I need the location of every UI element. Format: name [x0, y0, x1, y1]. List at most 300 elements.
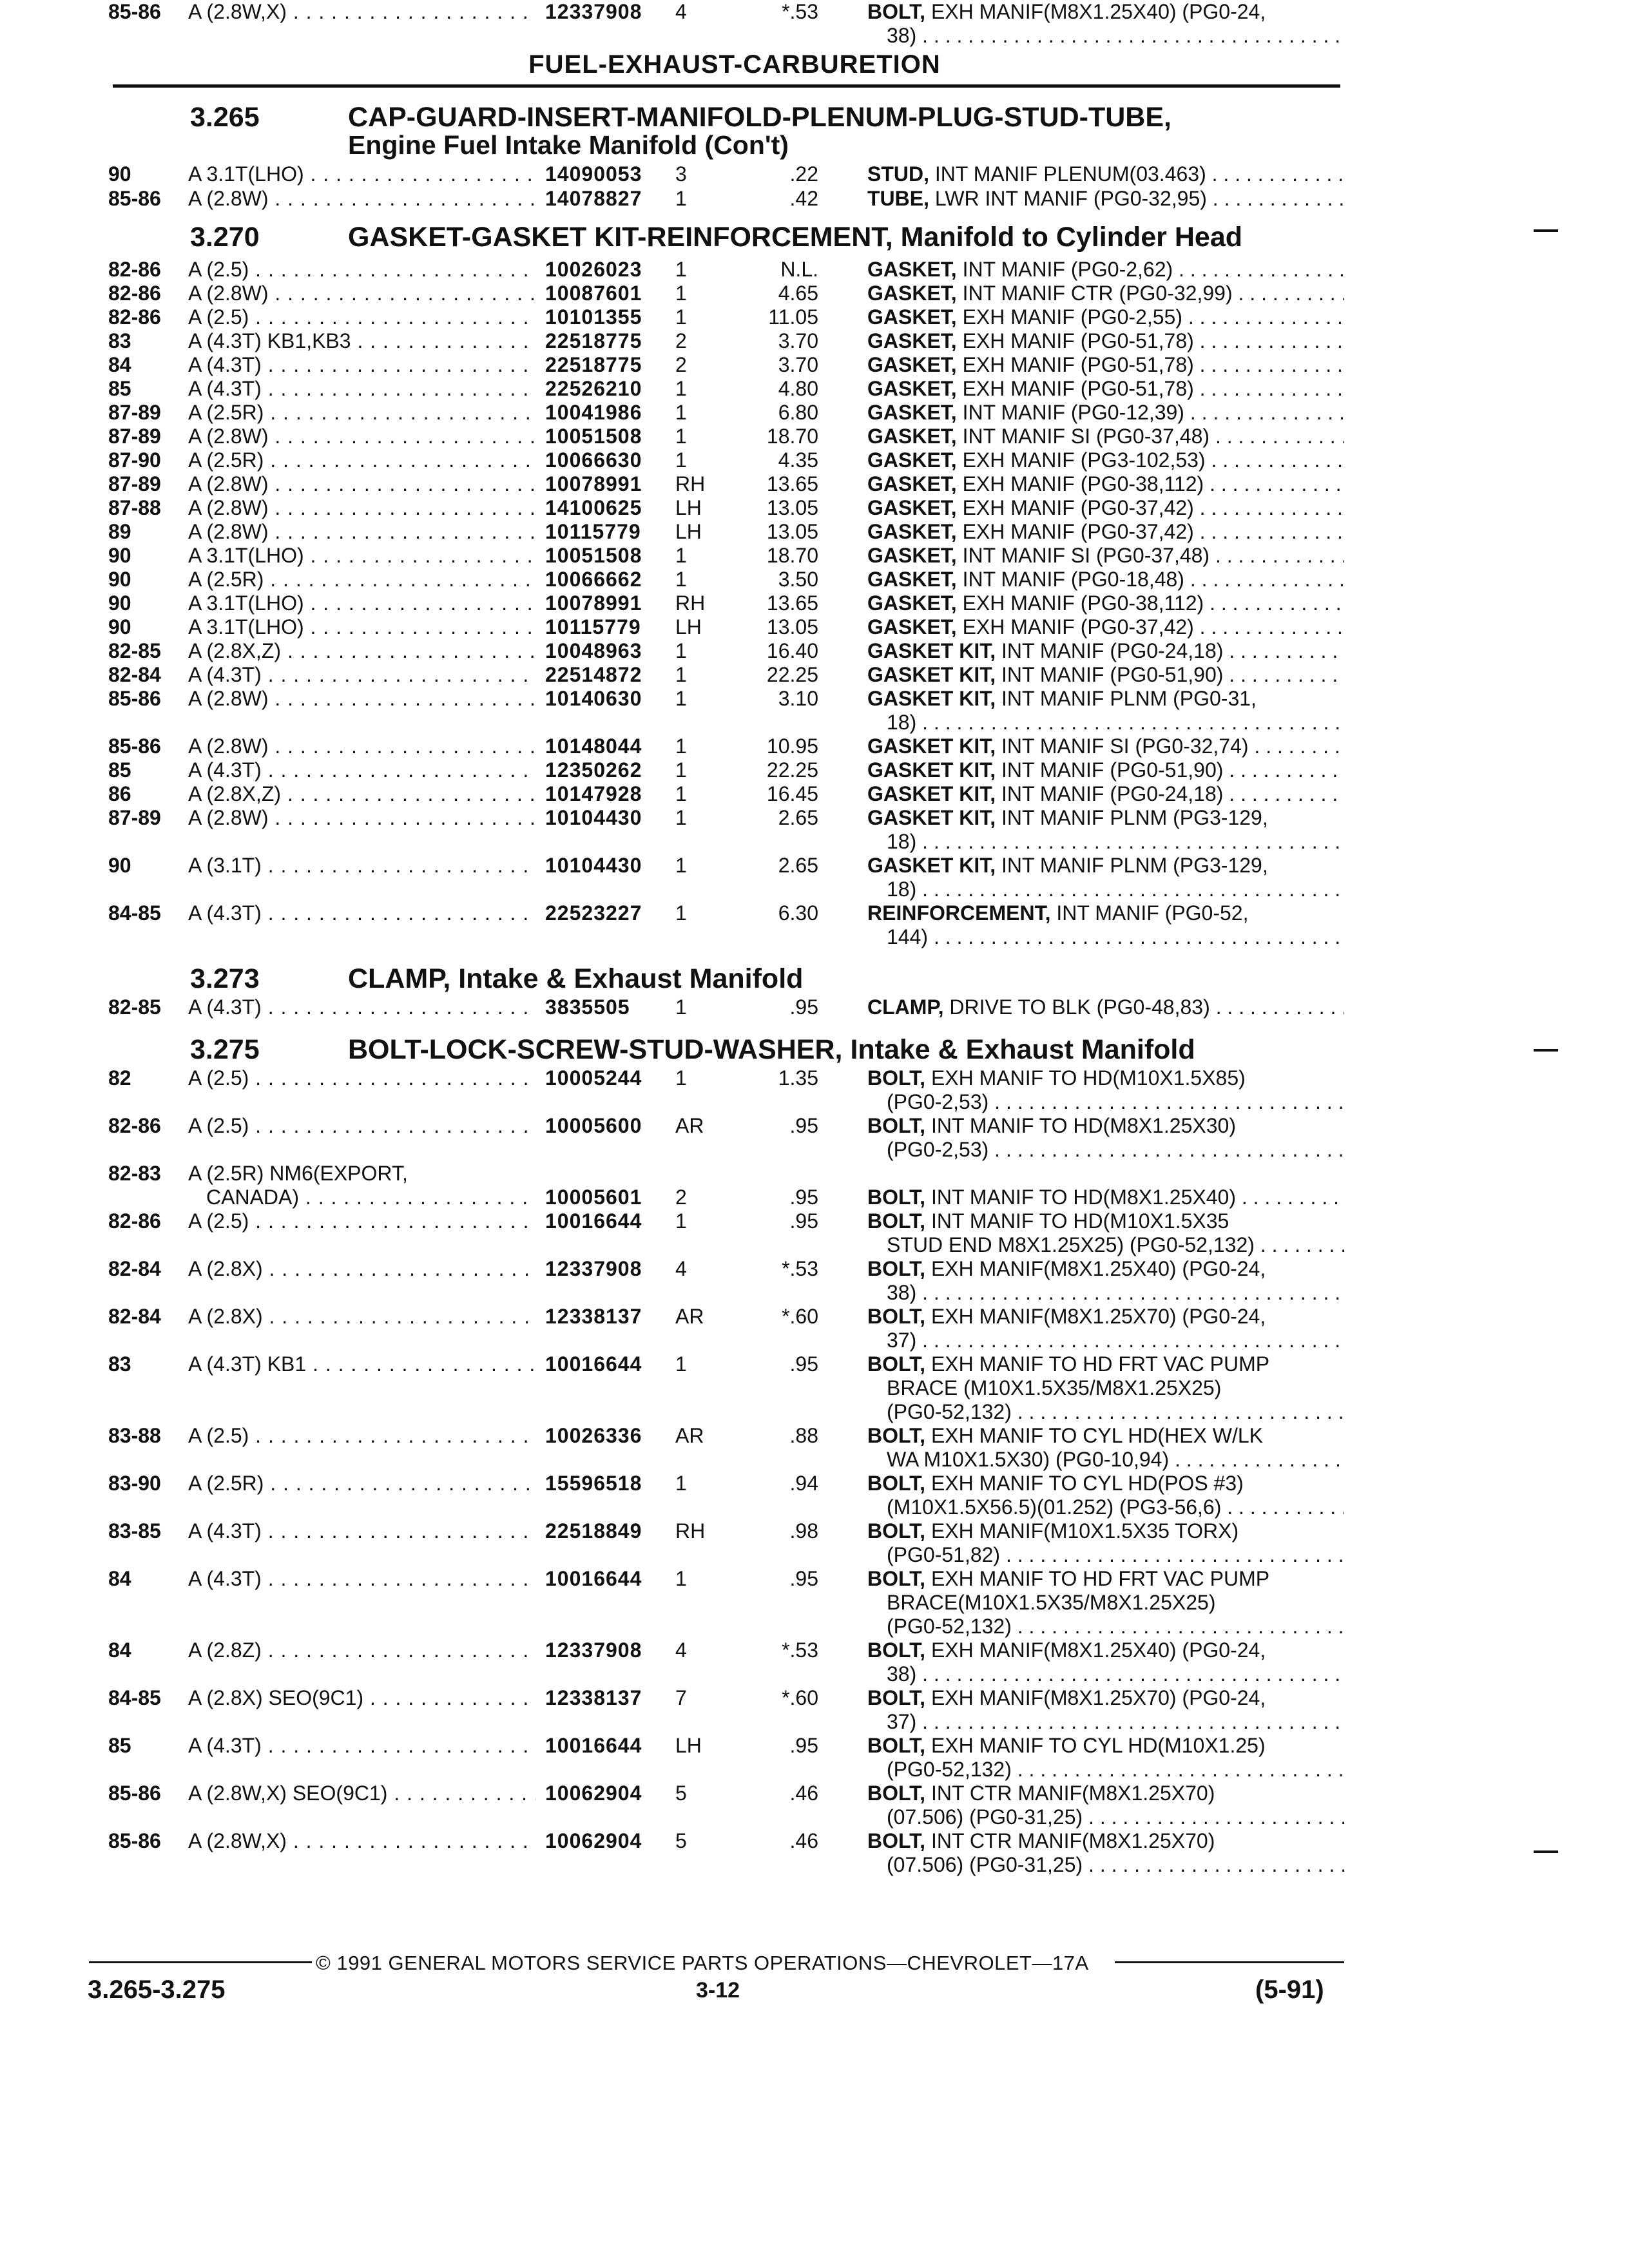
- description-keyword: GASKET,: [867, 282, 957, 305]
- model-years: 90: [108, 568, 131, 591]
- description-keyword: GASKET,: [867, 258, 957, 281]
- quantity: 1: [675, 544, 687, 567]
- application-text: A (2.8X) . . .: [188, 1257, 536, 1280]
- application-text: A 3.1T(LHO) . . .: [188, 162, 536, 186]
- quantity: 4: [675, 1639, 687, 1662]
- description: [867, 1567, 1344, 1639]
- part-number: 10078991: [545, 472, 642, 495]
- description-text: INT CTR MANIF(M8X1.25X70): [925, 1829, 1215, 1852]
- description-text: INT MANIF TO HD(M8X1.25X30): [925, 1114, 1236, 1137]
- footer-date-code: (5-91): [1255, 1975, 1324, 2004]
- description-text: EXH MANIF(M10X1.5X35 TORX): [925, 1519, 1239, 1542]
- model-years: 85: [108, 758, 131, 782]
- description-text: EXH MANIF (PG0-38,112): [956, 591, 1204, 615]
- quantity: 1: [675, 401, 687, 424]
- application: [188, 663, 536, 687]
- quantity: 1: [675, 1567, 687, 1590]
- section-title: BOLT-LOCK-SCREW-STUD-WASHER, Intake & Exhaust Manifold: [348, 1034, 1195, 1065]
- price: *.60: [782, 1686, 818, 1709]
- price: 13.05: [766, 496, 818, 519]
- part-number: 10016644: [545, 1352, 642, 1376]
- description-text: EXH MANIF(M8X1.25X70) (PG0-24,: [925, 1686, 1266, 1709]
- price: 3.50: [778, 568, 818, 591]
- model-years: 84-85: [108, 901, 161, 925]
- footer-rule-right: [1115, 1961, 1344, 1963]
- application: [188, 520, 536, 544]
- description-keyword: GASKET KIT,: [867, 639, 996, 662]
- description-cont: (PG0-51,82) . . .: [867, 1543, 1344, 1567]
- section-number: 3.273: [190, 963, 260, 994]
- section-title: CLAMP, Intake & Exhaust Manifold: [348, 963, 804, 994]
- quantity: LH: [675, 1734, 702, 1757]
- application-text: A (4.3T) . . .: [188, 1519, 536, 1542]
- price: .95: [789, 995, 818, 1019]
- application: [188, 472, 536, 496]
- quantity: 1: [675, 995, 687, 1019]
- part-number: 10016644: [545, 1567, 642, 1590]
- model-years: 83-85: [108, 1519, 161, 1542]
- section-title: GASKET-GASKET KIT-REINFORCEMENT, Manifold to Cylinder Head: [348, 222, 1243, 253]
- description: [867, 735, 1344, 758]
- section-number: 3.265: [190, 102, 260, 133]
- quantity: 1: [675, 1472, 687, 1495]
- application-text: A (2.8W) . . .: [188, 806, 536, 829]
- application: [188, 639, 536, 663]
- description-text: EXH MANIF TO HD(M10X1.5X85): [925, 1066, 1246, 1090]
- description-keyword: GASKET KIT,: [867, 687, 996, 710]
- price: .95: [789, 1567, 818, 1590]
- price: 22.25: [766, 663, 818, 686]
- description-keyword: BOLT,: [867, 1519, 926, 1542]
- description-keyword: GASKET,: [867, 329, 957, 352]
- description: [867, 329, 1344, 353]
- application-text: A (2.8W,X) . . .: [188, 0, 536, 23]
- description: [867, 1352, 1344, 1424]
- application-text: A (2.5) . . .: [188, 1209, 536, 1233]
- description-text: INT MANIF (PG0-2,62): [956, 258, 1173, 281]
- application-text: A (4.3T) . . .: [188, 377, 536, 400]
- description-text: INT MANIF (PG0-51,90): [996, 663, 1224, 686]
- description-keyword: BOLT,: [867, 1066, 926, 1090]
- price: *.60: [782, 1305, 818, 1328]
- description-cont: (M10X1.5X56.5)(01.252) (PG3-56,6) . . .: [867, 1495, 1344, 1519]
- description-text: INT MANIF SI (PG0-37,48): [956, 425, 1210, 448]
- footer-copyright: © 1991 GENERAL MOTORS SERVICE PARTS OPERATIONS—CHEVROLET—17A: [316, 1952, 1089, 1974]
- part-number: 22518849: [545, 1519, 642, 1542]
- model-years: 83-90: [108, 1472, 161, 1495]
- model-years: 90: [108, 544, 131, 567]
- description-keyword: GASKET KIT,: [867, 758, 996, 782]
- margin-dash: [1534, 229, 1558, 232]
- description: [867, 782, 1344, 806]
- footer-section-range: 3.265-3.275: [88, 1975, 226, 2004]
- price: 16.40: [766, 639, 818, 662]
- description: [867, 162, 1344, 186]
- quantity: 2: [675, 329, 687, 352]
- description-cont: 37) . . .: [867, 1710, 1344, 1734]
- price: 6.80: [778, 401, 818, 424]
- part-number: 10066630: [545, 448, 642, 472]
- application-text: A 3.1T(LHO) . . .: [188, 591, 536, 615]
- application: [188, 1734, 536, 1758]
- price: 2.65: [778, 854, 818, 877]
- part-number: 10026336: [545, 1424, 642, 1447]
- part-number: 12338137: [545, 1686, 642, 1709]
- quantity: 1: [675, 1209, 687, 1233]
- price: 3.70: [778, 329, 818, 352]
- section-number: 3.275: [190, 1034, 260, 1065]
- description: [867, 425, 1344, 448]
- description: [867, 568, 1344, 591]
- application-text: A (2.5R) . . .: [188, 448, 536, 472]
- description: [867, 1424, 1344, 1472]
- part-number: 22518775: [545, 353, 642, 376]
- application-text-cont: CANADA) . . .: [206, 1186, 536, 1209]
- application-text: A (4.3T) . . .: [188, 1567, 536, 1590]
- part-number: 3835505: [545, 995, 630, 1019]
- description: [867, 1209, 1344, 1257]
- application-text: A (2.8X) . . .: [188, 1305, 536, 1328]
- application: [188, 1519, 536, 1543]
- application: [188, 1305, 536, 1329]
- quantity: 1: [675, 1352, 687, 1376]
- model-years: 82-86: [108, 1209, 161, 1233]
- description: [867, 353, 1344, 377]
- description-keyword: GASKET,: [867, 568, 957, 591]
- description-keyword: BOLT,: [867, 1639, 926, 1662]
- header-rule: [113, 84, 1340, 88]
- description-keyword: GASKET,: [867, 305, 957, 329]
- application: [188, 901, 536, 925]
- price: .42: [789, 187, 818, 210]
- description: [867, 496, 1344, 520]
- price: 13.05: [766, 615, 818, 639]
- description-text: EXH MANIF (PG0-51,78): [956, 329, 1194, 352]
- application: [188, 448, 536, 472]
- part-number: 22518775: [545, 329, 642, 352]
- part-number: 10066662: [545, 568, 642, 591]
- quantity: 1: [675, 639, 687, 662]
- description-text: INT MANIF (PG0-12,39): [956, 401, 1184, 424]
- description-keyword: GASKET,: [867, 544, 957, 567]
- model-years: 90: [108, 591, 131, 615]
- part-number: 10087601: [545, 282, 642, 305]
- description-text: EXH MANIF (PG0-2,55): [956, 305, 1182, 329]
- part-number: 10041986: [545, 401, 642, 424]
- description: [867, 806, 1344, 854]
- application: [188, 995, 536, 1019]
- application: [188, 687, 536, 711]
- price: 1.35: [778, 1066, 818, 1090]
- part-number: 12338137: [545, 1305, 642, 1328]
- application-text: A (2.8W) . . .: [188, 425, 536, 448]
- application: [188, 615, 536, 639]
- model-years: 85-86: [108, 187, 161, 210]
- model-years: 83-88: [108, 1424, 161, 1447]
- part-number: 14100625: [545, 496, 642, 519]
- description-keyword: BOLT,: [867, 1305, 926, 1328]
- description-text: INT MANIF (PG0-51,90): [996, 758, 1224, 782]
- quantity: 1: [675, 377, 687, 400]
- application: [188, 1686, 536, 1710]
- description: [867, 854, 1344, 901]
- model-years: 86: [108, 782, 131, 805]
- application: [188, 187, 536, 211]
- description-keyword: BOLT,: [867, 1257, 926, 1280]
- application-text: A (4.3T) . . .: [188, 663, 536, 686]
- description: [867, 1639, 1344, 1686]
- model-years: 82-86: [108, 305, 161, 329]
- application-text: A (2.8X,Z) . . .: [188, 639, 536, 662]
- part-number: 22526210: [545, 377, 642, 400]
- price: 3.70: [778, 353, 818, 376]
- application: [188, 758, 536, 782]
- model-years: 85-86: [108, 0, 161, 23]
- application-text: A (2.8W) . . .: [188, 496, 536, 519]
- description-text: INT MANIF (PG0-18,48): [956, 568, 1184, 591]
- price: .95: [789, 1352, 818, 1376]
- application: [188, 1114, 536, 1138]
- description-cont: (PG0-2,53) . . .: [867, 1138, 1344, 1162]
- price: .98: [789, 1519, 818, 1542]
- description-text: EXH MANIF(M8X1.25X70) (PG0-24,: [925, 1305, 1266, 1328]
- description: [867, 377, 1344, 401]
- quantity: 4: [675, 1257, 687, 1280]
- section-title: CAP-GUARD-INSERT-MANIFOLD-PLENUM-PLUG-STUD-TUBE,: [348, 102, 1171, 133]
- price: 4.65: [778, 282, 818, 305]
- description: [867, 472, 1344, 496]
- description-keyword: BOLT,: [867, 1352, 926, 1376]
- application: [188, 401, 536, 425]
- quantity: 1: [675, 1066, 687, 1090]
- model-years: 89: [108, 520, 131, 543]
- part-number: 15596518: [545, 1472, 642, 1495]
- price: *.53: [782, 1257, 818, 1280]
- part-number: 10115779: [545, 520, 641, 543]
- footer-page-number: 3-12: [696, 1978, 740, 2003]
- description: [867, 615, 1344, 639]
- description-keyword: GASKET,: [867, 448, 957, 472]
- description-keyword: BOLT,: [867, 1114, 926, 1137]
- application: [188, 591, 536, 615]
- application: [188, 544, 536, 568]
- application-text: A (2.8W) . . .: [188, 282, 536, 305]
- quantity: LH: [675, 615, 702, 639]
- application: [188, 782, 536, 806]
- price: 18.70: [766, 544, 818, 567]
- quantity: 1: [675, 282, 687, 305]
- part-number: 10051508: [545, 544, 642, 567]
- description-text: EXH MANIF(M8X1.25X40) (PG0-24,: [925, 0, 1266, 23]
- application-text: A (2.8Z) . . .: [188, 1639, 536, 1662]
- application-text: A (2.8W) . . .: [188, 472, 536, 495]
- price: .95: [789, 1186, 818, 1209]
- part-number: 10062904: [545, 1782, 642, 1805]
- description-keyword: BOLT,: [867, 1567, 926, 1590]
- description-keyword: GASKET,: [867, 425, 957, 448]
- quantity: 1: [675, 187, 687, 210]
- quantity: 5: [675, 1782, 687, 1805]
- description-text: LWR INT MANIF (PG0-32,95): [929, 187, 1207, 210]
- description-keyword: GASKET KIT,: [867, 806, 996, 829]
- application: [188, 1352, 536, 1376]
- part-number: 10140630: [545, 687, 642, 710]
- description-cont: WA M10X1.5X30) (PG0-10,94) . . .: [867, 1448, 1344, 1472]
- description: [867, 1734, 1344, 1782]
- application: [188, 258, 536, 282]
- description-keyword: BOLT,: [867, 0, 926, 23]
- description-keyword: BOLT,: [867, 1472, 926, 1495]
- description-text: INT MANIF PLNM (PG3-129,: [996, 854, 1268, 877]
- description-cont: 144) . . .: [867, 925, 1344, 949]
- price: .46: [789, 1829, 818, 1852]
- quantity: 1: [675, 735, 687, 758]
- application: [188, 377, 536, 401]
- description: [867, 1782, 1344, 1829]
- description-text: EXH MANIF(M8X1.25X40) (PG0-24,: [925, 1257, 1266, 1280]
- model-years: 82: [108, 1066, 131, 1090]
- description-keyword: BOLT,: [867, 1734, 926, 1757]
- application-text: A (2.5R) NM6(EXPORT,: [188, 1162, 408, 1185]
- description-text: INT MANIF PLENUM(03.463): [929, 162, 1206, 186]
- description-text: INT CTR MANIF(M8X1.25X70): [925, 1782, 1215, 1805]
- description: [867, 187, 1344, 211]
- description-text: DRIVE TO BLK (PG0-48,83): [943, 995, 1210, 1019]
- application-text: A (4.3T) KB1 . . .: [188, 1352, 536, 1376]
- description-keyword: REINFORCEMENT,: [867, 901, 1051, 925]
- application: [188, 305, 536, 329]
- description-keyword: BOLT,: [867, 1782, 926, 1805]
- model-years: 82-84: [108, 1257, 161, 1280]
- quantity: 1: [675, 901, 687, 925]
- description-cont: (07.506) (PG0-31,25) . . .: [867, 1805, 1344, 1829]
- model-years: 82-86: [108, 282, 161, 305]
- model-years: 87-89: [108, 472, 161, 495]
- application-text: A (2.5R) . . .: [188, 568, 536, 591]
- model-years: 87-89: [108, 425, 161, 448]
- description-keyword: GASKET,: [867, 496, 957, 519]
- quantity: RH: [675, 1519, 706, 1542]
- price: 13.05: [766, 520, 818, 543]
- model-years: 82-86: [108, 258, 161, 281]
- model-years: 85: [108, 1734, 131, 1757]
- part-number: 10005244: [545, 1066, 642, 1090]
- description-cont: 38) . . .: [867, 1662, 1344, 1686]
- description-text: EXH MANIF (PG0-51,78): [956, 377, 1194, 400]
- price: 3.10: [778, 687, 818, 710]
- application-text: A (2.8W) . . .: [188, 187, 536, 210]
- description-keyword: GASKET,: [867, 353, 957, 376]
- application-text: A (2.8X) SEO(9C1) . . .: [188, 1686, 536, 1709]
- application-text: A (4.3T) . . .: [188, 353, 536, 376]
- description: [867, 663, 1344, 687]
- application-text: A (2.8W,X) SEO(9C1) . . .: [188, 1782, 536, 1805]
- application: [188, 806, 536, 830]
- model-years: 87-89: [108, 401, 161, 424]
- description-keyword: TUBE,: [867, 187, 929, 210]
- model-years: 82-83: [108, 1162, 161, 1185]
- quantity: 7: [675, 1686, 687, 1709]
- application-text: A 3.1T(LHO) . . .: [188, 615, 536, 639]
- model-years: 87-89: [108, 806, 161, 829]
- quantity: 1: [675, 806, 687, 829]
- description-cont: 18) . . .: [867, 878, 1344, 901]
- application: [188, 353, 536, 377]
- description-text: INT MANIF (PG0-24,18): [996, 639, 1224, 662]
- price: .22: [789, 162, 818, 186]
- description-cont: 18) . . .: [867, 830, 1344, 854]
- part-number: 14078827: [545, 187, 642, 210]
- part-number: 12350262: [545, 758, 642, 782]
- description: [867, 305, 1344, 329]
- price: *.53: [782, 1639, 818, 1662]
- quantity: LH: [675, 496, 702, 519]
- description-cont: 18) . . .: [867, 711, 1344, 735]
- model-years: 82-86: [108, 1114, 161, 1137]
- description-text: EXH MANIF TO HD FRT VAC PUMP: [925, 1567, 1270, 1590]
- quantity: 1: [675, 258, 687, 281]
- quantity: LH: [675, 520, 702, 543]
- application: [188, 568, 536, 591]
- description-text: INT MANIF TO HD(M10X1.5X35: [925, 1209, 1229, 1233]
- description-keyword: GASKET KIT,: [867, 663, 996, 686]
- model-years: 83: [108, 1352, 131, 1376]
- application-text: A (2.5) . . .: [188, 1424, 536, 1447]
- section-number: 3.270: [190, 222, 260, 253]
- description: [867, 591, 1344, 615]
- description-keyword: GASKET KIT,: [867, 854, 996, 877]
- description-keyword: CLAMP,: [867, 995, 944, 1019]
- description-keyword: BOLT,: [867, 1209, 926, 1233]
- description-keyword: GASKET KIT,: [867, 735, 996, 758]
- part-number: 10016644: [545, 1209, 642, 1233]
- description: [867, 1114, 1344, 1162]
- part-number: 10005600: [545, 1114, 642, 1137]
- description-cont: (PG0-52,132) . . .: [867, 1615, 1344, 1639]
- description-text: INT MANIF (PG0-52,: [1050, 901, 1249, 925]
- description-text: EXH MANIF (PG3-102,53): [956, 448, 1206, 472]
- application-text: A (2.5) . . .: [188, 1066, 536, 1090]
- part-number: 10051508: [545, 425, 642, 448]
- quantity: 1: [675, 687, 687, 710]
- price: .95: [789, 1734, 818, 1757]
- application: [188, 496, 536, 520]
- price: 22.25: [766, 758, 818, 782]
- model-years: 83: [108, 329, 131, 352]
- application-text: A (4.3T) . . .: [188, 758, 536, 782]
- description-cont: 38) . . .: [867, 24, 1344, 48]
- application: [188, 1782, 536, 1805]
- application-text: A (2.8W) . . .: [188, 735, 536, 758]
- margin-dash: [1534, 1049, 1558, 1052]
- model-years: 85-86: [108, 1829, 161, 1852]
- model-years: 85-86: [108, 687, 161, 710]
- description-cont: BRACE (M10X1.5X35/M8X1.25X25): [887, 1376, 1222, 1399]
- model-years: 90: [108, 162, 131, 186]
- model-years: 82-85: [108, 639, 161, 662]
- description-keyword: GASKET,: [867, 591, 957, 615]
- price: 13.65: [766, 591, 818, 615]
- application: [188, 1162, 536, 1213]
- price: 6.30: [778, 901, 818, 925]
- quantity: RH: [675, 591, 706, 615]
- application: [188, 1639, 536, 1662]
- application: [188, 425, 536, 448]
- description: [867, 758, 1344, 782]
- description: [867, 0, 1344, 48]
- price: 4.80: [778, 377, 818, 400]
- application: [188, 1472, 536, 1495]
